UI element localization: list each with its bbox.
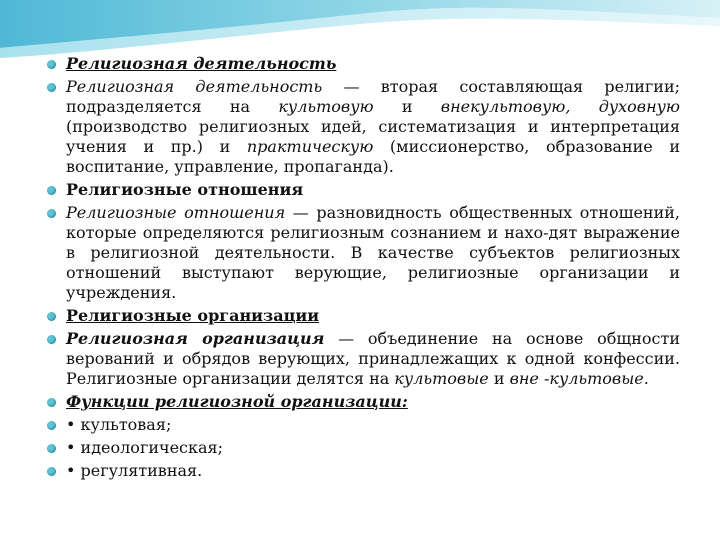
- list-item-text: Религиозные отношения: [66, 203, 286, 222]
- list-item-text: внекультовую, духовную: [440, 97, 680, 116]
- list-item: [46, 203, 680, 303]
- list-item-text: (миссионерство, образование и воспитание, управление, пропаганда).: [66, 137, 681, 176]
- list-item: [46, 415, 680, 435]
- bullet-icon: [47, 83, 56, 92]
- list-item-text: — вторая составляющая религии; подразделяется на: [66, 77, 681, 116]
- bullet-icon: [47, 398, 56, 407]
- list-item: [46, 329, 680, 389]
- list-item-text: Религиозная деятельность: [66, 77, 323, 96]
- list-item-text: практическую: [246, 137, 374, 156]
- list-item-text: культовые: [394, 369, 489, 388]
- list-item-text: • идеологическая;: [66, 438, 224, 457]
- bullet-icon: [47, 186, 56, 195]
- list-item-text: • регулятивная.: [66, 461, 203, 480]
- bullet-icon: [47, 421, 56, 430]
- list-item-text: и: [488, 369, 510, 388]
- bullet-icon: [47, 467, 56, 476]
- list-item-text: вне -культовые.: [509, 369, 649, 388]
- bullet-icon: [47, 335, 56, 344]
- list-item-text: — объединение на основе общности верований и обрядов верующих, принадлежащих к одной конфессии. Религиозные организации делятся на: [66, 329, 680, 388]
- list-item: [46, 54, 680, 74]
- list-item-text: Религиозные организации: [66, 306, 320, 325]
- bullet-icon: [47, 444, 56, 453]
- list-item-text: и: [373, 97, 441, 116]
- list-item: [46, 306, 680, 326]
- list-item-text: культовую: [278, 97, 374, 116]
- list-item-text: Религиозная деятельность: [66, 54, 337, 73]
- bullet-icon: [47, 209, 56, 218]
- bullet-icon: [47, 60, 56, 69]
- list-item-text: Религиозная организация: [66, 329, 325, 348]
- list-item: [46, 438, 680, 458]
- list-item: [46, 392, 680, 412]
- bullet-icon: [47, 312, 56, 321]
- list-item: [46, 461, 680, 481]
- list-item-text: — разновидность общественных отношений, которые определяются религиозным сознанием и нахо-дят выражение в религиозной деятельности. В качестве субъектов религиозных отношений выступают верующие, религиозные организации и учреждения.: [66, 203, 681, 302]
- list-item-text: (производство религиозных идей, систематизация и интерпретация учения и пр.) и: [66, 117, 680, 156]
- list-item: [46, 77, 680, 177]
- list-item: [46, 180, 680, 200]
- slide-content: [46, 54, 680, 484]
- list-item-text: Религиозные отношения: [66, 180, 304, 199]
- list-item-text: • культовая;: [66, 415, 172, 434]
- list-item-text: Функции религиозной организации:: [66, 392, 408, 411]
